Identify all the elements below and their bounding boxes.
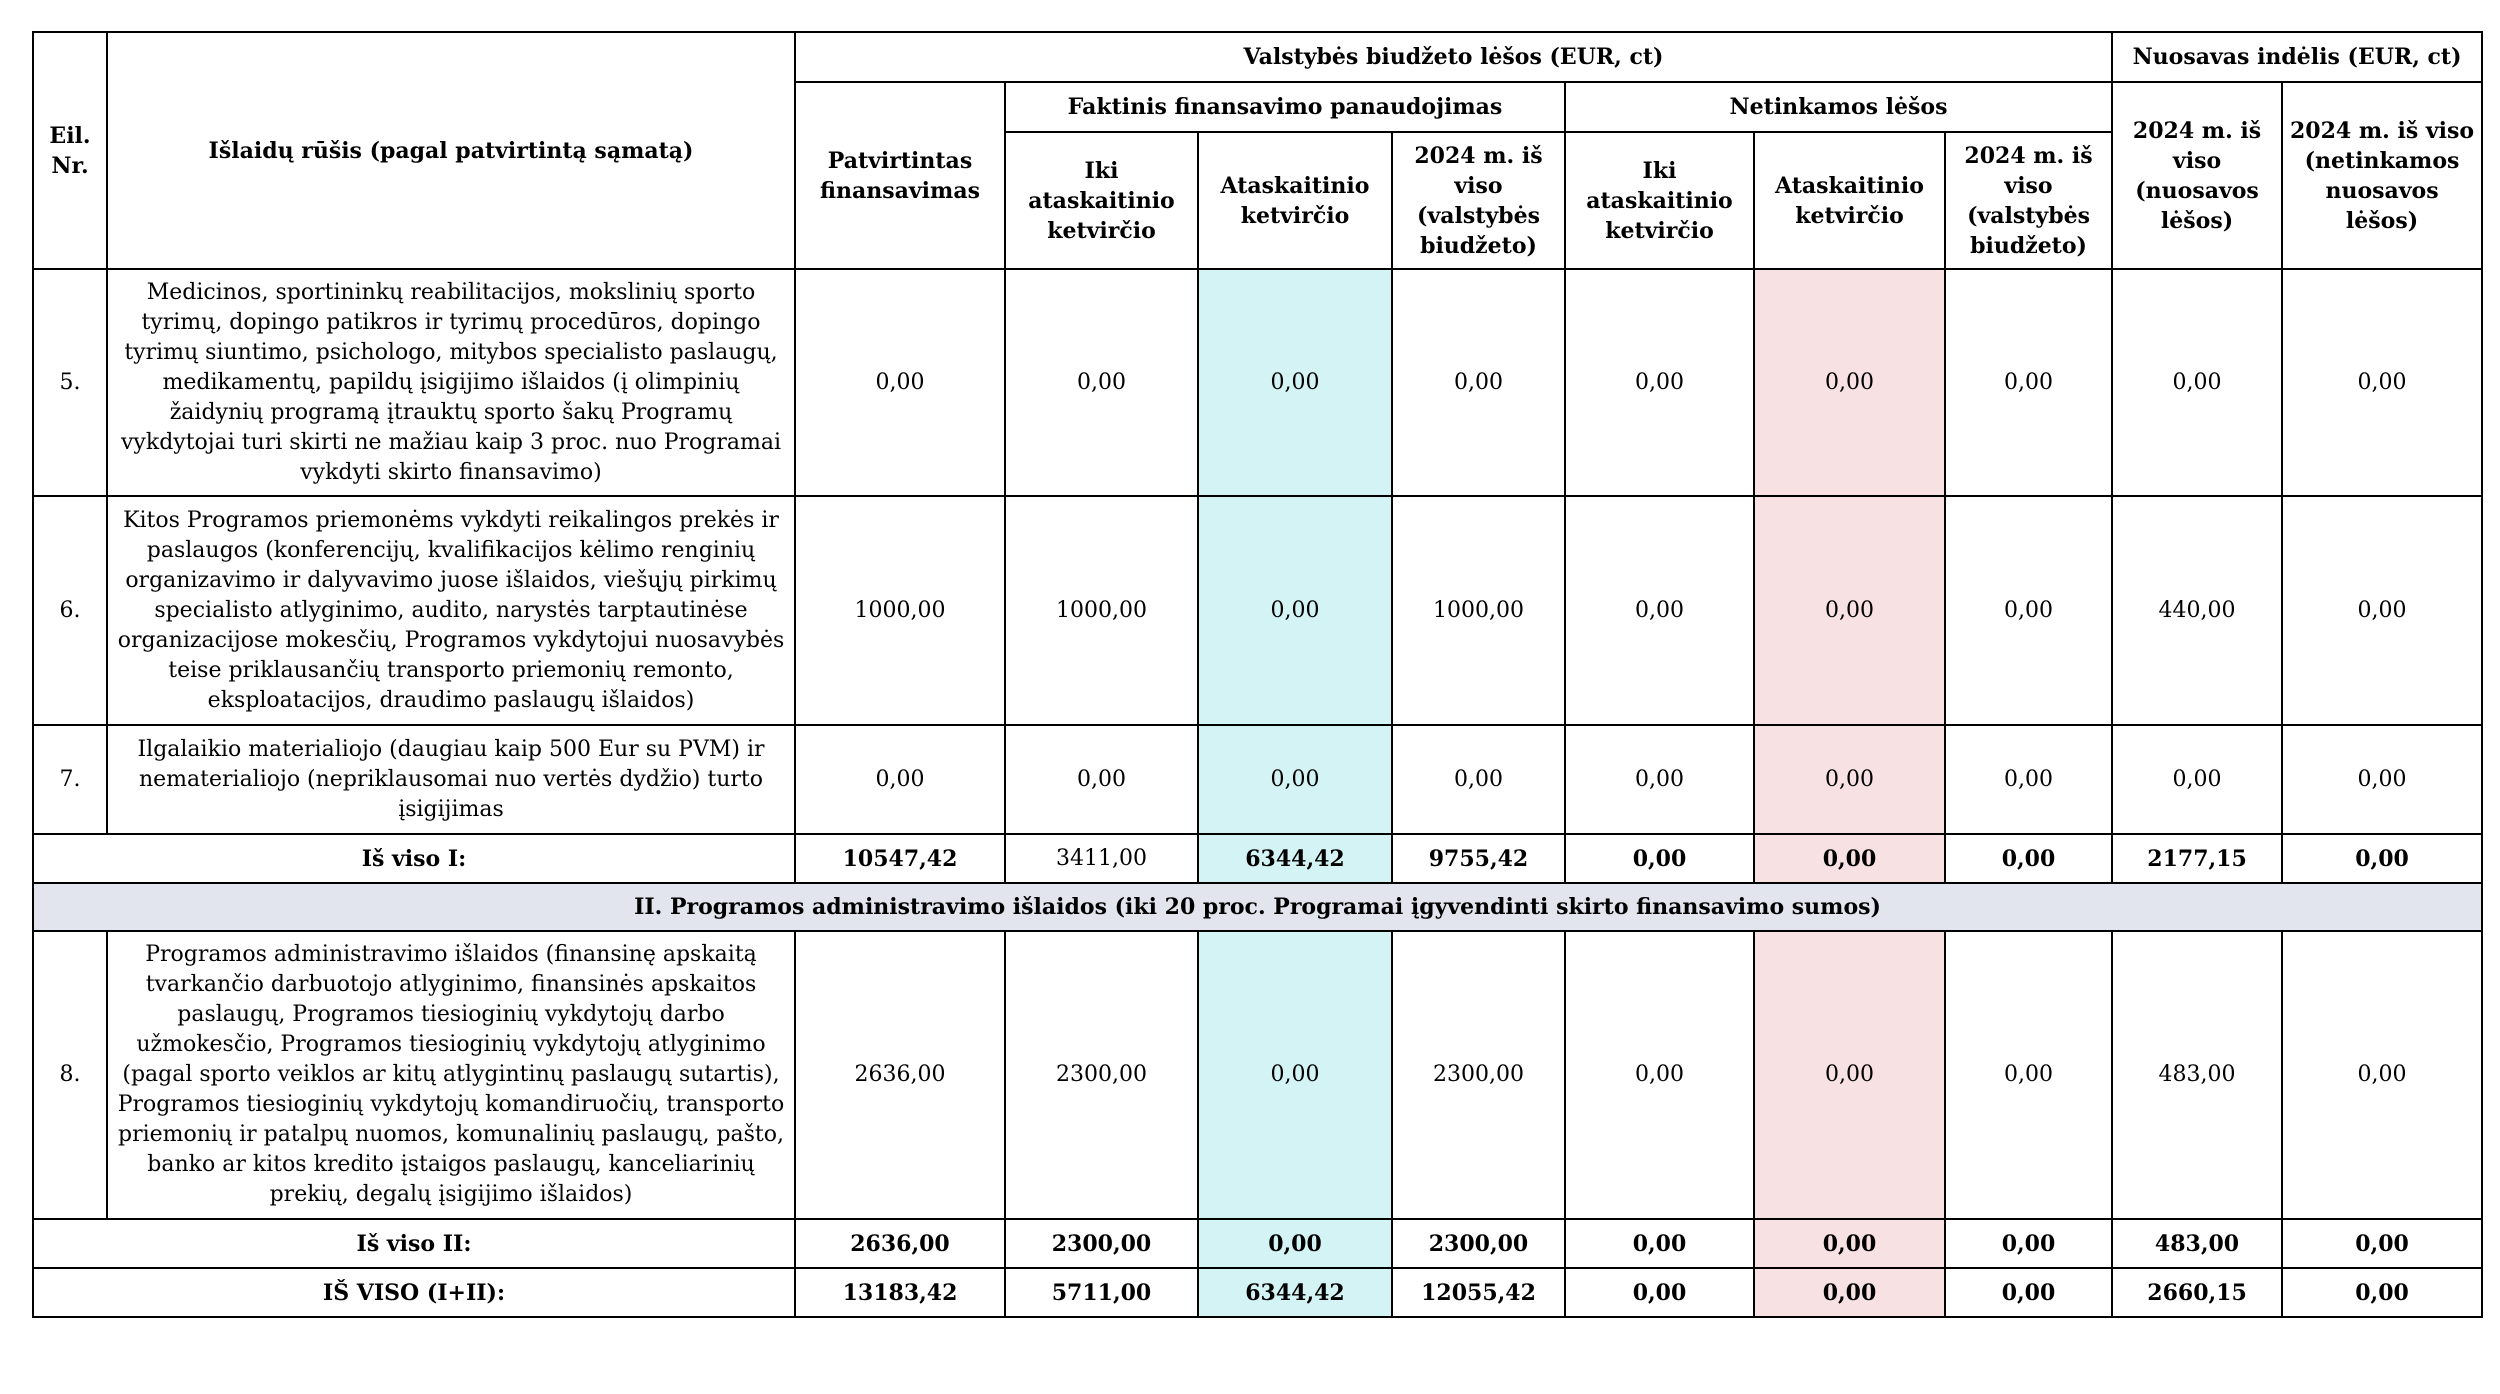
cell-ineligible-total-2024: 0,00 (1945, 269, 2112, 496)
table-row (33, 269, 2482, 496)
cell-own-ineligible: 0,00 (2282, 1219, 2482, 1268)
cell-own-ineligible: 0,00 (2282, 834, 2482, 883)
table-row (33, 496, 2482, 725)
cell-until-quarter: 1000,00 (1005, 496, 1198, 725)
cell-own-total: 0,00 (2112, 269, 2282, 496)
cell-total-2024: 0,00 (1392, 269, 1565, 496)
grand-total-label: IŠ VISO (I+II): (33, 1268, 795, 1317)
cell-reporting-quarter: 0,00 (1198, 269, 1392, 496)
col-header-reporting-quarter: Ataskaitinio ketvirčio (1198, 132, 1392, 269)
cell-own-ineligible: 0,00 (2282, 496, 2482, 725)
table-header (33, 32, 2482, 269)
col-header-ineligible-until-quarter: Iki ataskaitinio ketvirčio (1565, 132, 1754, 269)
col-header-approved: Patvirtintas finansavimas (795, 82, 1005, 269)
cell-ineligible-reporting-quarter: 0,00 (1754, 269, 1945, 496)
cell-ineligible-total-2024: 0,00 (1945, 725, 2112, 834)
cell-until-quarter: 0,00 (1005, 269, 1198, 496)
cell-own-ineligible: 0,00 (2282, 1268, 2482, 1317)
cell-reporting-quarter: 0,00 (1198, 725, 1392, 834)
col-header-own-total: 2024 m. iš viso (nuosavos lėšos) (2112, 82, 2282, 269)
cell-approved: 0,00 (795, 725, 1005, 834)
subtotal-row-2 (33, 1219, 2482, 1268)
cell-own-total: 483,00 (2112, 931, 2282, 1219)
row-nr: 8. (33, 931, 107, 1219)
cell-ineligible-until-quarter: 0,00 (1565, 834, 1754, 883)
cell-ineligible-reporting-quarter: 0,00 (1754, 931, 1945, 1219)
subtotal-label: Iš viso I: (33, 834, 795, 883)
group-header-actual-use: Faktinis finansavimo panaudojimas (1005, 82, 1565, 132)
cell-approved: 13183,42 (795, 1268, 1005, 1317)
cell-total-2024: 0,00 (1392, 725, 1565, 834)
table-row (33, 725, 2482, 834)
cell-ineligible-reporting-quarter: 0,00 (1754, 834, 1945, 883)
col-header-ineligible-reporting-quarter: Ataskaitinio ketvirčio (1754, 132, 1945, 269)
expense-report-table (32, 31, 2483, 1318)
cell-ineligible-reporting-quarter: 0,00 (1754, 1268, 1945, 1317)
table-body (33, 269, 2482, 1317)
cell-ineligible-total-2024: 0,00 (1945, 1219, 2112, 1268)
cell-until-quarter: 0,00 (1005, 725, 1198, 834)
row-description: Medicinos, sportininkų reabilitacijos, mokslinių sporto tyrimų, dopingo patikros ir tyrimų procedūros, dopingo tyrimų siuntimo, psichologo, mitybos specialisto paslaugų, medikamentų, papildų įsigijimo išlaidos (į olimpinių žaidynių programą įtrauktų sporto šakų Programų vykdytojai turi skirti ne mažiau kaip 3 proc. nuo Programai vykdyti skirto finansavimo) (107, 269, 795, 496)
cell-own-total: 2660,15 (2112, 1268, 2282, 1317)
col-header-nr: Eil. Nr. (33, 32, 107, 269)
cell-until-quarter: 3411,00 (1005, 834, 1198, 883)
col-header-expense-type: Išlaidų rūšis (pagal patvirtintą sąmatą) (107, 32, 795, 269)
subtotal-label: Iš viso II: (33, 1219, 795, 1268)
cell-total-2024: 2300,00 (1392, 1219, 1565, 1268)
row-nr: 5. (33, 269, 107, 496)
row-nr: 7. (33, 725, 107, 834)
cell-ineligible-total-2024: 0,00 (1945, 1268, 2112, 1317)
cell-own-total: 0,00 (2112, 725, 2282, 834)
cell-until-quarter: 2300,00 (1005, 1219, 1198, 1268)
section-header-2 (33, 883, 2482, 931)
cell-until-quarter: 5711,00 (1005, 1268, 1198, 1317)
col-header-until-quarter: Iki ataskaitinio ketvirčio (1005, 132, 1198, 269)
cell-own-total: 440,00 (2112, 496, 2282, 725)
cell-ineligible-total-2024: 0,00 (1945, 496, 2112, 725)
cell-approved: 2636,00 (795, 1219, 1005, 1268)
section-title: II. Programos administravimo išlaidos (iki 20 proc. Programai įgyvendinti skirto finansavimo sumos) (33, 883, 2482, 931)
row-description: Ilgalaikio materialiojo (daugiau kaip 500 Eur su PVM) ir nematerialiojo (nepriklausomai nuo vertės dydžio) turto įsigijimas (107, 725, 795, 834)
cell-total-2024: 9755,42 (1392, 834, 1565, 883)
subtotal-row-1 (33, 834, 2482, 883)
group-header-state-budget: Valstybės biudžeto lėšos (EUR, ct) (795, 32, 2112, 82)
col-header-ineligible-total-2024: 2024 m. iš viso (valstybės biudžeto) (1945, 132, 2112, 269)
cell-ineligible-until-quarter: 0,00 (1565, 1268, 1754, 1317)
cell-own-ineligible: 0,00 (2282, 931, 2482, 1219)
cell-ineligible-until-quarter: 0,00 (1565, 1219, 1754, 1268)
cell-reporting-quarter: 0,00 (1198, 496, 1392, 725)
cell-own-total: 2177,15 (2112, 834, 2282, 883)
table-row (33, 931, 2482, 1219)
cell-approved: 1000,00 (795, 496, 1005, 725)
cell-reporting-quarter: 6344,42 (1198, 1268, 1392, 1317)
cell-reporting-quarter: 6344,42 (1198, 834, 1392, 883)
cell-ineligible-until-quarter: 0,00 (1565, 269, 1754, 496)
cell-until-quarter: 2300,00 (1005, 931, 1198, 1219)
cell-approved: 2636,00 (795, 931, 1005, 1219)
cell-total-2024: 1000,00 (1392, 496, 1565, 725)
group-header-own-contribution: Nuosavas indėlis (EUR, ct) (2112, 32, 2482, 82)
cell-ineligible-until-quarter: 0,00 (1565, 496, 1754, 725)
cell-total-2024: 2300,00 (1392, 931, 1565, 1219)
cell-ineligible-total-2024: 0,00 (1945, 931, 2112, 1219)
col-header-total-2024: 2024 m. iš viso (valstybės biudžeto) (1392, 132, 1565, 269)
cell-own-ineligible: 0,00 (2282, 725, 2482, 834)
col-header-own-ineligible: 2024 m. iš viso (netinkamos nuosavos lėšos) (2282, 82, 2482, 269)
cell-reporting-quarter: 0,00 (1198, 1219, 1392, 1268)
row-nr: 6. (33, 496, 107, 725)
row-description: Programos administravimo išlaidos (finansinę apskaitą tvarkančio darbuotojo atlyginimo, finansinės apskaitos paslaugų, Programos tiesioginių vykdytojų darbo užmokesčio, Programos tiesioginių vykdytojų atlyginimo (pagal sporto veiklos ar kitų atlygintinų paslaugų sutartis), Programos tiesioginių vykdytojų komandiruočių, transporto priemonių ir patalpų nuomos, komunalinių paslaugų, pašto, banko ar kitos kredito įstaigos paslaugų, kanceliarinių prekių, degalų įsigijimo išlaidos) (107, 931, 795, 1219)
cell-ineligible-total-2024: 0,00 (1945, 834, 2112, 883)
cell-ineligible-reporting-quarter: 0,00 (1754, 496, 1945, 725)
cell-total-2024: 12055,42 (1392, 1268, 1565, 1317)
cell-ineligible-until-quarter: 0,00 (1565, 725, 1754, 834)
cell-own-total: 483,00 (2112, 1219, 2282, 1268)
group-header-ineligible: Netinkamos lėšos (1565, 82, 2112, 132)
cell-ineligible-reporting-quarter: 0,00 (1754, 1219, 1945, 1268)
cell-approved: 10547,42 (795, 834, 1005, 883)
cell-ineligible-until-quarter: 0,00 (1565, 931, 1754, 1219)
cell-reporting-quarter: 0,00 (1198, 931, 1392, 1219)
cell-approved: 0,00 (795, 269, 1005, 496)
grand-total-row (33, 1268, 2482, 1317)
cell-own-ineligible: 0,00 (2282, 269, 2482, 496)
cell-ineligible-reporting-quarter: 0,00 (1754, 725, 1945, 834)
row-description: Kitos Programos priemonėms vykdyti reikalingos prekės ir paslaugos (konferencijų, kvalifikacijos kėlimo renginių organizavimo ir dalyvavimo juose išlaidos, viešųjų pirkimų specialisto atlyginimo, audito, narystės tarptautinėse organizacijose mokesčių, Programos vykdytojui nuosavybės teise priklausančių transporto priemonių remonto, eksploatacijos, draudimo paslaugų išlaidos) (107, 496, 795, 725)
